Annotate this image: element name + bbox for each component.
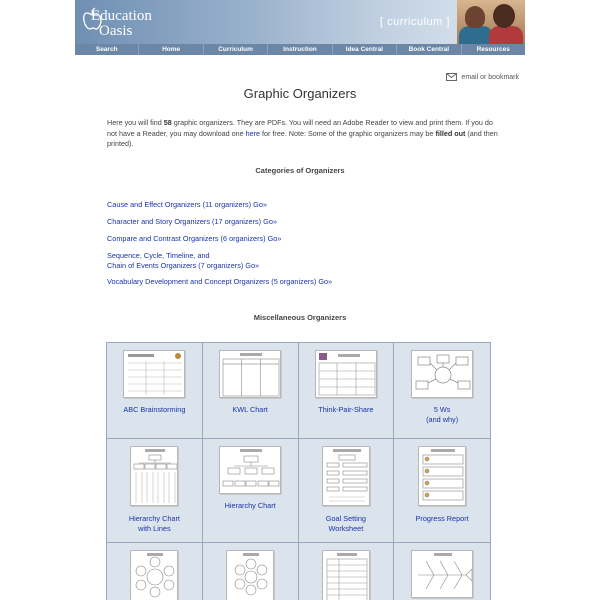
label-line: 5 Ws	[433, 405, 451, 414]
intro-text: Here you will find	[107, 118, 164, 127]
label-line: KWL Chart	[232, 405, 268, 414]
goal-setting-thumbnail[interactable]	[322, 446, 370, 506]
category-label: Vocabulary Development and Concept Organizers (5 organizers) Go»	[107, 277, 333, 286]
organizer-count: 58	[163, 118, 172, 127]
label-line: Hierarchy Chart	[128, 514, 180, 523]
organizer-cell-think-pair-share[interactable]	[299, 343, 395, 439]
organizer-cell-abc[interactable]	[107, 343, 203, 439]
category-link-cause-effect[interactable]	[107, 200, 267, 210]
category-link-character-story[interactable]	[107, 217, 277, 227]
top-nav	[75, 44, 525, 55]
organizer-label-think-pair-share[interactable]	[299, 405, 394, 415]
category-label: Compare and Contrast Organizers (6 organizers) Go»	[107, 234, 282, 243]
organizer-thumbnail-10[interactable]	[226, 550, 274, 600]
categories-heading: Categories of Organizers	[255, 166, 345, 175]
abc-brainstorming-thumbnail[interactable]	[123, 350, 185, 398]
logo-text-line1: Education	[91, 8, 152, 24]
label-line: (and why)	[426, 415, 459, 424]
nav-book-central[interactable]: Book Central	[397, 44, 461, 55]
email-bookmark-link[interactable]	[446, 73, 519, 81]
envelope-icon	[446, 73, 457, 81]
organizer-cell-5ws[interactable]	[394, 343, 490, 439]
five-ws-thumbnail[interactable]	[411, 350, 473, 398]
organizer-label-hierarchy[interactable]	[203, 501, 298, 511]
label-line: Hierarchy Chart	[224, 501, 276, 510]
organizer-label-5ws[interactable]	[394, 405, 490, 425]
organizer-label-progress-report[interactable]	[394, 514, 490, 524]
organizer-thumbnail-9[interactable]	[130, 550, 178, 600]
category-label: Character and Story Organizers (17 organizers) Go»	[107, 217, 277, 226]
organizer-cell-10[interactable]	[203, 543, 299, 600]
category-label: Cause and Effect Organizers (11 organizers) Go»	[107, 200, 267, 209]
label-line: Worksheet	[328, 524, 364, 533]
organizer-cell-progress-report[interactable]	[394, 439, 490, 543]
page-title: Graphic Organizers	[243, 86, 357, 101]
header-photo	[457, 0, 525, 44]
organizer-label-kwl[interactable]	[203, 405, 298, 415]
organizer-cell-11[interactable]	[299, 543, 395, 600]
intro-text: for free. Note: Some of the graphic organizers may be	[260, 128, 436, 138]
intro-text: (and then printed).	[107, 128, 498, 148]
progress-report-thumbnail[interactable]	[418, 446, 466, 506]
site-logo[interactable]	[81, 3, 171, 41]
nav-idea-central[interactable]: Idea Central	[333, 44, 397, 55]
nav-home[interactable]: Home	[139, 44, 203, 55]
organizer-grid	[106, 342, 491, 600]
left-gutter	[0, 0, 75, 600]
logo-text-line2: Oasis	[99, 23, 133, 39]
organizer-cell-hierarchy[interactable]	[203, 439, 299, 543]
organizer-cell-goal-setting[interactable]	[299, 439, 395, 543]
label-line: Progress Report	[415, 514, 469, 523]
label-line: ABC Brainstorming	[123, 405, 186, 414]
right-gutter	[525, 0, 600, 600]
label-line: Goal Setting	[325, 514, 366, 523]
section-tag: [ curriculum ]	[380, 16, 450, 28]
email-bookmark-label: email or bookmark	[461, 73, 519, 81]
filled-out-text: filled out	[435, 128, 466, 138]
category-link-sequence[interactable]	[107, 251, 259, 271]
organizer-cell-9[interactable]	[107, 543, 203, 600]
organizer-thumbnail-11[interactable]	[322, 550, 370, 600]
intro-paragraph	[107, 118, 502, 150]
nav-instruction[interactable]: Instruction	[268, 44, 332, 55]
nav-curriculum[interactable]: Curriculum	[204, 44, 268, 55]
organizer-label-abc[interactable]	[107, 405, 202, 415]
category-link-compare-contrast[interactable]	[107, 234, 281, 244]
organizer-thumbnail-12[interactable]	[411, 550, 473, 598]
site-banner	[75, 0, 525, 44]
organizer-cell-hierarchy-lines[interactable]	[107, 439, 203, 543]
misc-heading: Miscellaneous Organizers	[253, 313, 347, 322]
label-line: Think-Pair-Share	[318, 405, 374, 414]
nav-search[interactable]: Search	[75, 44, 139, 55]
reader-download-link[interactable]: here	[245, 128, 261, 138]
organizer-label-goal-setting[interactable]	[299, 514, 394, 534]
organizer-cell-12[interactable]	[394, 543, 490, 600]
hierarchy-chart-lines-thumbnail[interactable]	[130, 446, 178, 506]
nav-resources[interactable]: Resources	[476, 46, 510, 53]
organizer-label-hierarchy-lines[interactable]	[107, 514, 202, 534]
category-label: Sequence, Cycle, Timeline, and	[107, 251, 210, 260]
think-pair-share-thumbnail[interactable]	[315, 350, 377, 398]
category-link-vocabulary[interactable]	[107, 277, 332, 287]
content-column	[75, 0, 525, 600]
hierarchy-chart-thumbnail[interactable]	[219, 446, 281, 494]
category-label: Chain of Events Organizers (7 organizers) Go»	[107, 261, 260, 270]
organizer-cell-kwl[interactable]	[203, 343, 299, 439]
kwl-chart-thumbnail[interactable]	[219, 350, 281, 398]
label-line: with Lines	[138, 524, 171, 533]
intro-text: graphic organizers. They are PDFs. You will need an Adobe Reader to view and print them. If you do not have a Reader, you may download one	[107, 118, 493, 138]
